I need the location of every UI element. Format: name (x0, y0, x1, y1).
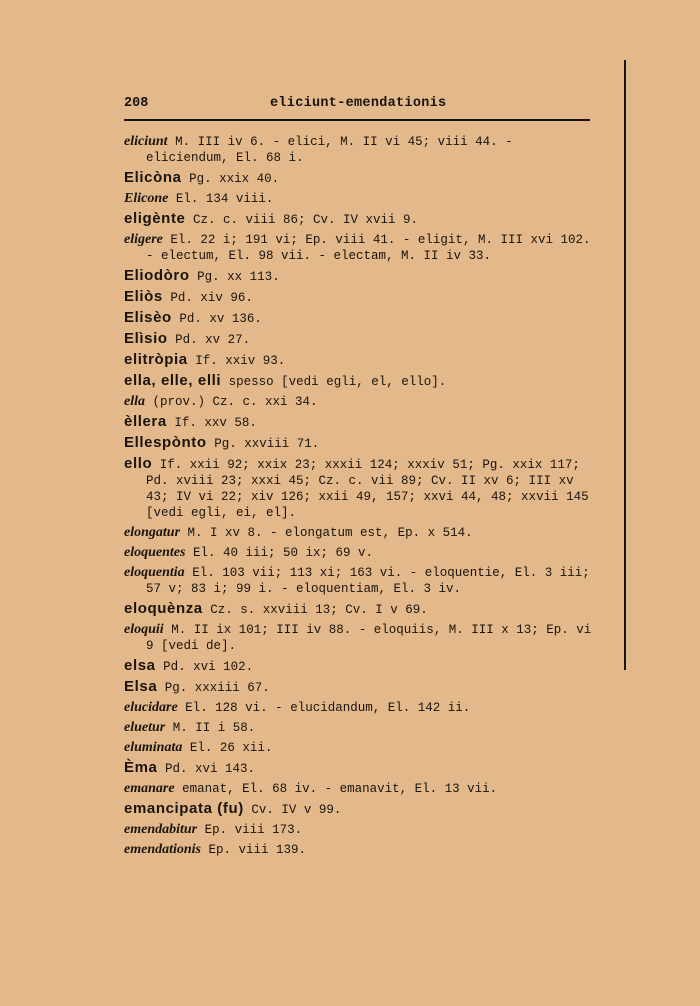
entry-references: (prov.) Cz. c. xxi 34. (152, 395, 318, 409)
entry-lemma: eligere (124, 232, 163, 247)
entry-lemma: elsa (124, 657, 156, 674)
entry-references: Ep. viii 173. (204, 823, 303, 837)
entry-lemma: Eliòs (124, 288, 163, 305)
entry-references: Cz. c. viii 86; Cv. IV xvii 9. (193, 213, 419, 227)
entry-references: Pg. xxxiii 67. (164, 681, 270, 695)
entry-lemma: emendationis (124, 842, 202, 857)
entry-references: If. xxv 58. (174, 416, 257, 430)
entry-references: M. III iv 6. - elici, M. II vi 45; viii 44. - eliciendum, El. 68 i. (146, 135, 513, 165)
dictionary-entry (124, 352, 594, 369)
entry-references: El. 40 iii; 50 ix; 69 v. (192, 546, 373, 560)
entry-references: Pd. xiv 96. (170, 291, 253, 305)
dictionary-entry (124, 268, 594, 285)
page-number: 208 (124, 96, 149, 111)
dictionary-entry (124, 700, 594, 716)
entry-references: El. 128 vi. - elucidandum, El. 142 ii. (185, 701, 471, 715)
entry-references: If. xxiv 93. (195, 354, 286, 368)
entry-references: Pd. xv 136. (179, 312, 262, 326)
dictionary-entry (124, 760, 594, 777)
dictionary-entry (124, 232, 594, 264)
dictionary-entry (124, 331, 594, 348)
entry-references: El. 103 vii; 113 xi; 163 vi. - eloquentie, El. 3 iii; 57 v; 83 i; 99 i. - eloquentiam, El. 3 iv. (146, 566, 590, 596)
dictionary-entry (124, 525, 594, 541)
dictionary-entry (124, 211, 594, 228)
entry-references: emanat, El. 68 iv. - emanavit, El. 13 vii. (182, 782, 498, 796)
dictionary-entry (124, 394, 594, 410)
dictionary-entry (124, 565, 594, 597)
entry-lemma: eligènte (124, 210, 186, 227)
entry-references: If. xxii 92; xxix 23; xxxii 124; xxxiv 51; Pg. xxix 117; Pd. xviii 23; xxxi 45; Cz. c. vii 89; Cv. II xv 6; III xv 43; IV vi 22; xiv 126; xxii 49, 157; xxvi 44, 48; xxvii 145 [vedi egli, ei, el]. (146, 458, 589, 520)
dictionary-entry (124, 545, 594, 561)
entry-lemma: Elsa (124, 678, 158, 695)
dictionary-entry (124, 822, 594, 838)
entry-references: El. 134 viii. (175, 192, 274, 206)
entry-references: Cz. s. xxviii 13; Cv. I v 69. (210, 603, 428, 617)
entry-lemma: eloquentes (124, 545, 186, 560)
entry-lemma: emanare (124, 781, 175, 796)
entry-references: Ep. viii 139. (208, 843, 307, 857)
entry-lemma: Elicòna (124, 169, 182, 186)
page-edge-line (624, 60, 626, 670)
entry-lemma: elucidare (124, 700, 178, 715)
entry-lemma: eloquentia (124, 565, 185, 580)
dictionary-entry (124, 134, 594, 166)
entry-lemma: eluetur (124, 720, 166, 735)
dictionary-entry (124, 191, 594, 207)
entry-references: M. II i 58. (172, 721, 256, 735)
entry-references: Pd. xv 27. (175, 333, 251, 347)
entry-references: El. 26 xii. (189, 741, 273, 755)
entry-lemma: emendabitur (124, 822, 198, 837)
entry-references: Pg. xx 113. (197, 270, 280, 284)
dictionary-entry (124, 414, 594, 431)
entry-lemma: Elicone (124, 191, 169, 206)
entry-lemma: ella (124, 394, 145, 409)
dictionary-entry (124, 622, 594, 654)
dictionary-entry (124, 170, 594, 187)
entry-references: M. II ix 101; III iv 88. - eloquiis, M. III x 13; Ep. vi 9 [vedi de]. (146, 623, 592, 653)
entry-references: spesso [vedi egli, el, ello]. (228, 375, 447, 389)
dictionary-entry (124, 801, 594, 818)
entry-lemma: elitròpia (124, 351, 188, 368)
dictionary-entry (124, 373, 594, 390)
entry-lemma: Elìsio (124, 330, 168, 347)
page-header (124, 95, 590, 121)
running-head: eliciunt-emendationis (270, 96, 447, 111)
entry-references: Pd. xvi 143. (165, 762, 256, 776)
entry-references: Pg. xxviii 71. (214, 437, 320, 451)
entry-references: Pd. xvi 102. (163, 660, 254, 674)
entry-references: Cv. IV v 99. (251, 803, 342, 817)
dictionary-entry (124, 601, 594, 618)
entry-lemma: emancipata (fu) (124, 800, 244, 817)
dictionary-entry (124, 456, 594, 521)
entry-lemma: eluminata (124, 740, 183, 755)
entry-references: Pg. xxix 40. (189, 172, 280, 186)
dictionary-entry (124, 435, 594, 452)
dictionary-entry (124, 289, 594, 306)
dictionary-entry (124, 310, 594, 327)
dictionary-entry (124, 658, 594, 675)
entry-lemma: Ellespònto (124, 434, 207, 451)
dictionary-entries (124, 134, 594, 862)
entry-references: El. 22 i; 191 vi; Ep. viii 41. - eligit, M. III xvi 102. - electum, El. 98 vii. - electam, M. II iv 33. (146, 233, 591, 263)
entry-lemma: Eliodòro (124, 267, 190, 284)
dictionary-entry (124, 679, 594, 696)
entry-lemma: Èma (124, 759, 158, 776)
entry-lemma: èllera (124, 413, 167, 430)
entry-lemma: eloquènza (124, 600, 203, 617)
dictionary-entry (124, 720, 594, 736)
entry-lemma: Elisèo (124, 309, 172, 326)
entry-references: M. I xv 8. - elongatum est, Ep. x 514. (187, 526, 473, 540)
entry-lemma: ello (124, 455, 153, 472)
entry-lemma: eliciunt (124, 134, 168, 149)
entry-lemma: elongatur (124, 525, 181, 540)
dictionary-entry (124, 842, 594, 858)
dictionary-entry (124, 781, 594, 797)
entry-lemma: ella, elle, elli (124, 372, 222, 389)
dictionary-entry (124, 740, 594, 756)
entry-lemma: eloquii (124, 622, 164, 637)
